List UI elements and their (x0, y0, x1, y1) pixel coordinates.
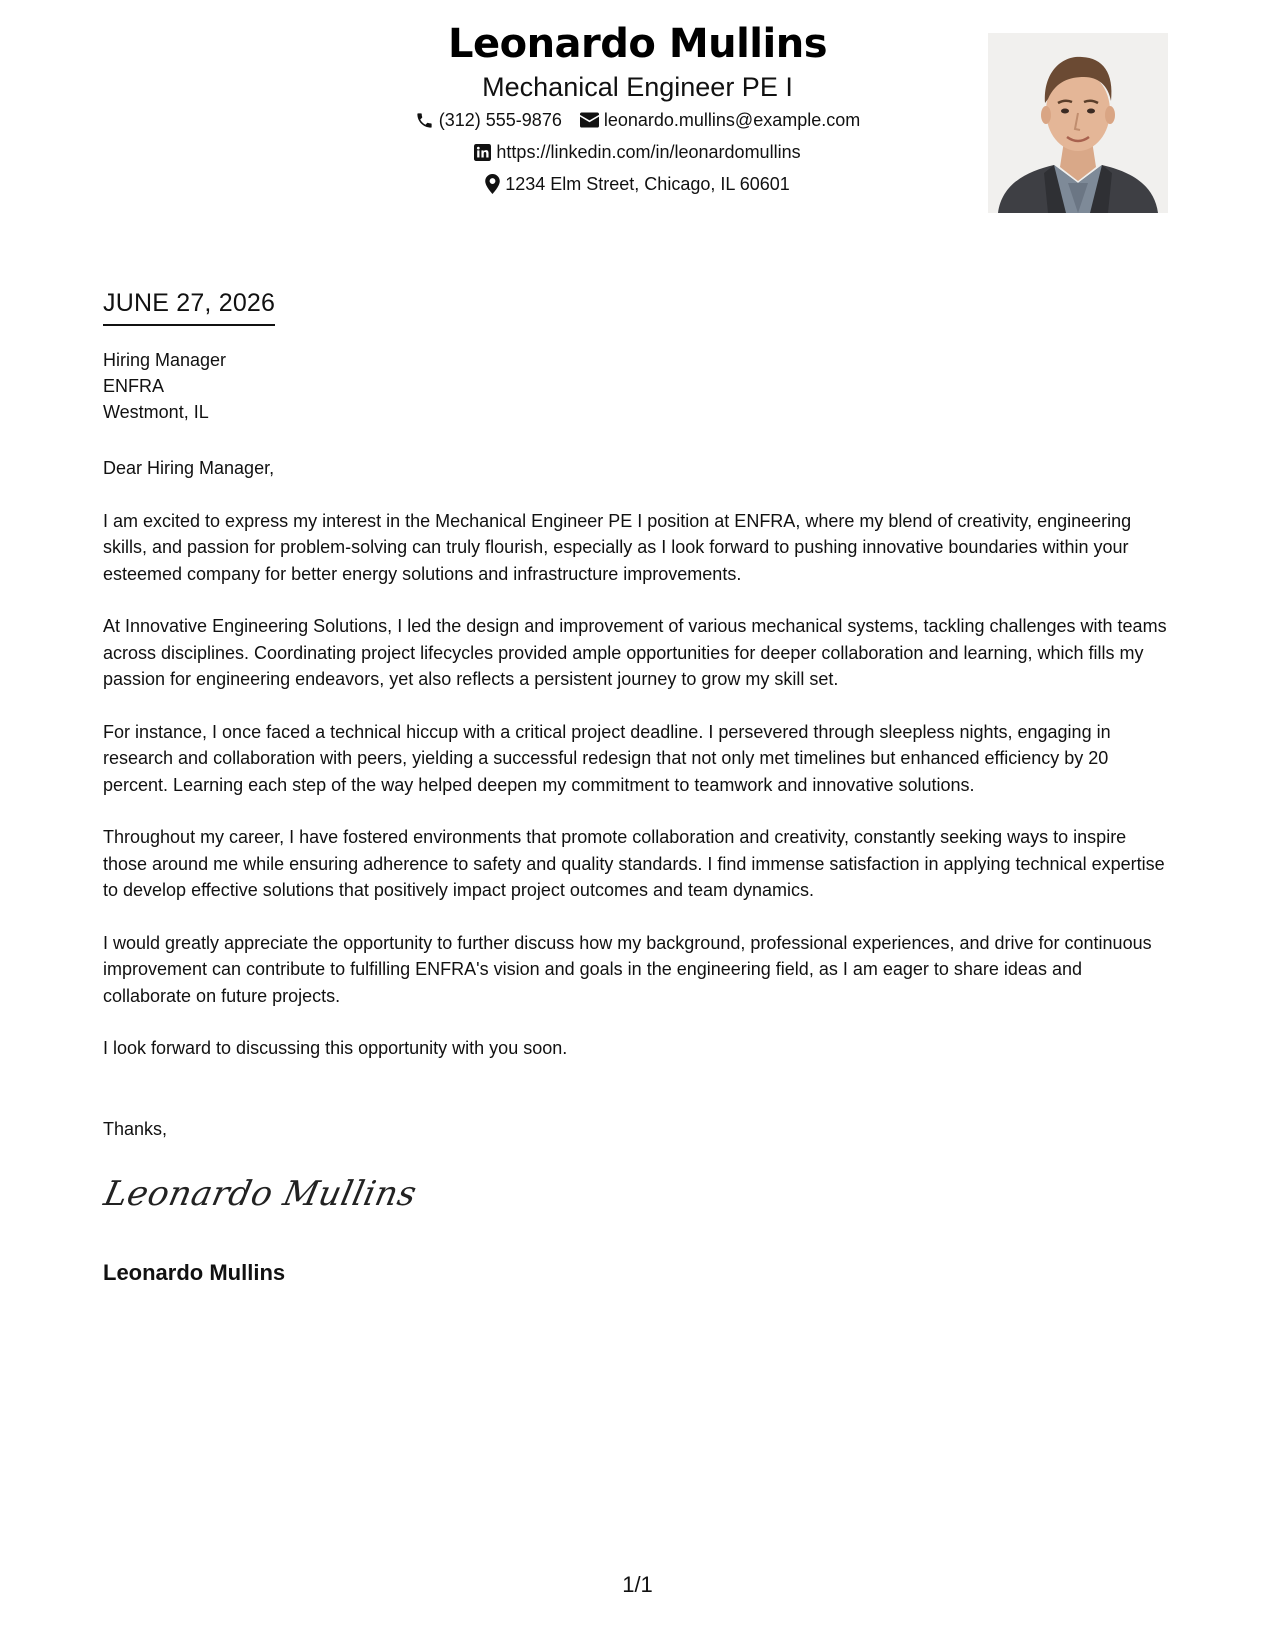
job-title: Mechanical Engineer PE I (482, 72, 793, 102)
greeting: Dear Hiring Manager, (103, 458, 275, 478)
recipient-title: Hiring Manager (103, 350, 227, 370)
phone-icon (415, 111, 434, 130)
address-text: 1234 Elm Street, Chicago, IL 60601 (505, 174, 790, 194)
phone-text[interactable]: (312) 555-9876 (438, 110, 562, 130)
recipient-block (103, 347, 226, 425)
linkedin-text[interactable]: https://linkedin.com/in/leonardomullins (496, 142, 801, 162)
envelope-icon (580, 112, 599, 128)
paragraph-4: Throughout my career, I have fostered environments that promote collaboration and creativity, constantly seeking ways to inspire those around me while ensuring adherence to safety and quality standards. I find immense satisfaction in applying technical expertise to develop effective solutions that positively impact project outcomes and team dynamics. (103, 827, 1165, 900)
paragraph-5: I would greatly appreciate the opportunity to further discuss how my background, professional experiences, and drive for continuous improvement can contribute to fulfilling ENFRA's vision and goals in the engineering field, as I am eager to share ideas and collaborate on future projects. (103, 932, 1152, 1006)
email-contact (580, 104, 860, 136)
phone-contact (415, 104, 562, 136)
signer-name: Leonardo Mullins (103, 1260, 286, 1285)
letter-date: JUNE 27, 2026 (103, 286, 275, 326)
map-pin-icon (485, 174, 500, 194)
handwritten-signature: Leonardo Mullins (100, 1174, 421, 1214)
paragraph-1: I am excited to express my interest in the Mechanical Engineer PE I position at ENFRA, where my blend of creativity, engineering skills, and passion for problem-solving can truly flourish, especially as I look forward to pushing innovative boundaries within your esteemed company for better energy solutions and infrastructure improvements. (103, 510, 1132, 584)
closing: Thanks, (103, 1119, 168, 1139)
page-number: 1/1 (622, 1572, 653, 1597)
paragraph-2: At Innovative Engineering Solutions, I led the design and improvement of various mechanical systems, tackling challenges with teams across disciplines. Coordinating project lifecycles provided ample opportunities for deeper collaboration and learning, which fills my passion for engineering endeavors, yet also reflects a persistent journey to grow my skill set. (103, 616, 1167, 689)
paragraph-6: I look forward to discussing this opportunity with you soon. (103, 1038, 568, 1058)
recipient-location: Westmont, IL (103, 402, 209, 422)
email-text[interactable]: leonardo.mullins@example.com (603, 110, 861, 130)
profile-photo (988, 33, 1168, 213)
address-contact (485, 168, 790, 200)
linkedin-contact (474, 136, 800, 168)
linkedin-icon (474, 144, 491, 161)
letter-body (103, 455, 1173, 1088)
paragraph-3: For instance, I once faced a technical hiccup with a critical project deadline. I persevered through sleepless nights, engaging in research and collaboration with peers, yielding a successful redesign that not only met timelines but enhanced efficiency by 20 percent. Learning each step of the way helped deepen my commitment to teamwork and innovative solutions. (103, 721, 1111, 795)
recipient-company: ENFRA (103, 376, 165, 396)
applicant-name: Leonardo Mullins (447, 21, 828, 67)
portrait-illustration (988, 33, 1168, 213)
